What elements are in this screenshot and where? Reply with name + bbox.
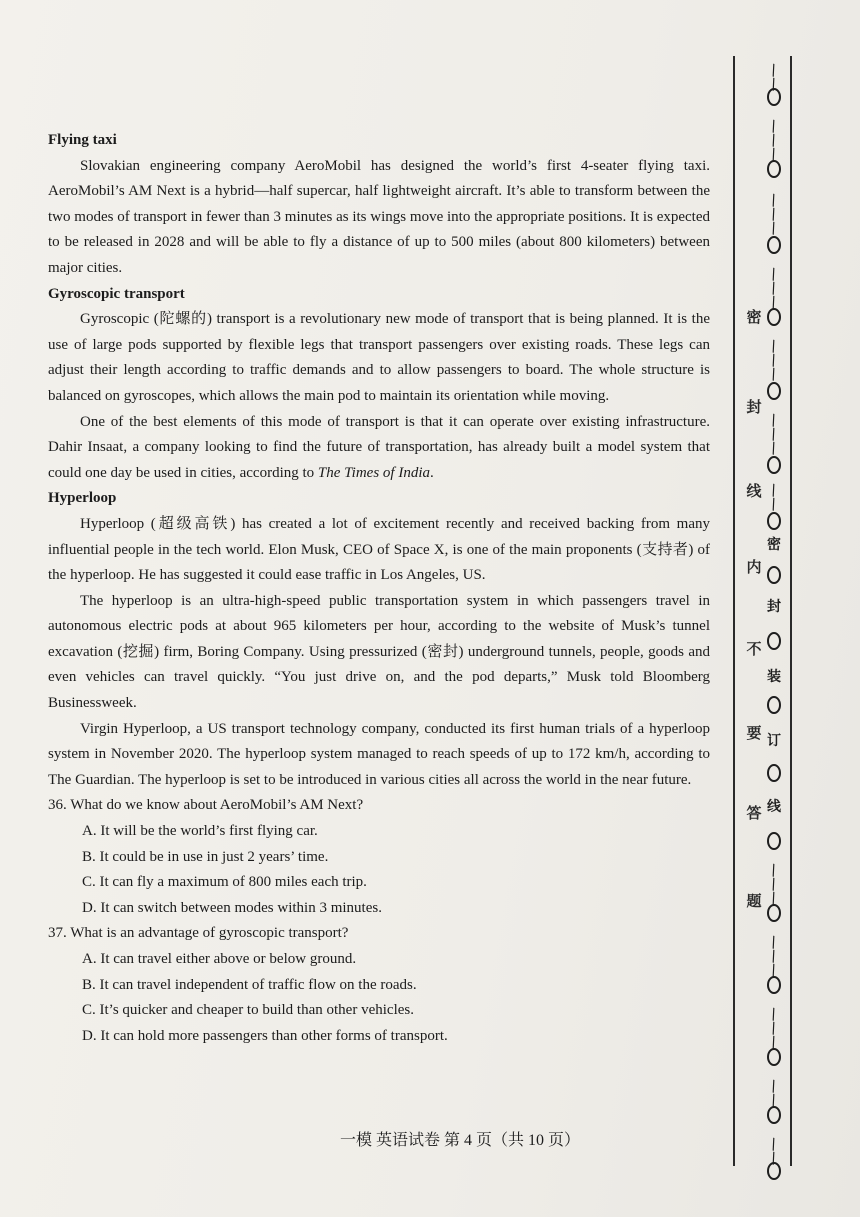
binding-tick-icon: \: [768, 190, 780, 210]
paragraph-text: One of the best elements of this mode of transport is that it can operate over existing infrastructure. Dahir Insaat, a company looking to find the future of transportation, has already built a model system that could one day be used in cities, according to: [48, 413, 710, 481]
seal-char: 密: [746, 308, 762, 326]
binding-ring-icon: [762, 1106, 786, 1128]
binding-tick-icon: \: [768, 932, 780, 952]
section-heading-hyperloop: Hyperloop: [48, 490, 117, 507]
binding-tick-icon: \: [768, 860, 780, 880]
option-37-a: A. It can travel either above or below ground.: [82, 951, 357, 967]
seal-char: 题: [746, 892, 762, 910]
binding-tick-icon: \: [768, 116, 780, 136]
binding-tick-icon: \: [768, 874, 780, 894]
binding-tick-icon: \: [768, 888, 780, 908]
binding-ring-icon: [762, 764, 786, 786]
binding-ring-icon: [762, 88, 786, 110]
paragraph: Virgin Hyperloop, a US transport technology company, conducted its first human trials of a hyperloop system in November 2020. The hyperloop system managed to reach speeds of up to 172 km/h, according to The Guardian. The hyperloop is set to be introduced in various cities all across the world in the near future.: [48, 720, 710, 788]
option-36-a: A. It will be the world’s first flying car.: [82, 823, 318, 840]
binding-tick-icon: \: [768, 1018, 780, 1038]
binding-tick-icon: \: [768, 292, 780, 312]
option-36-c: C. It can fly a maximum of 800 miles each trip.: [82, 874, 367, 891]
paragraph: Hyperloop (超级高铁) has created a lot of excitement recently and received backing from many influential people in the tech world. Elon Musk, CEO of Space X, is one of the main proponents (支持者) of the hyperloop. He has suggested it could ease traffic in Los Angeles, US.: [48, 515, 710, 584]
binding-tick-icon: \: [768, 1148, 780, 1168]
binding-tick-icon: \: [768, 364, 780, 384]
binding-tick-icon: \: [768, 60, 780, 80]
reading-passage: [48, 128, 710, 1049]
seal-char: 不: [746, 640, 762, 658]
option-37-c: C. It’s quicker and cheaper to build than other vehicles.: [82, 1002, 414, 1019]
seal-char: 线: [746, 482, 762, 500]
binding-tick-icon: \: [768, 350, 780, 370]
binding-tick-icon: \: [768, 410, 780, 430]
option-37-d: D. It can hold more passengers than other forms of transport.: [82, 1027, 448, 1044]
binding-tick-icon: \: [768, 144, 780, 164]
binding-ring-icon: [762, 236, 786, 258]
binding-char: 订: [767, 733, 781, 749]
binding-tick-icon: \: [768, 1032, 780, 1052]
binding-tick-icon: \: [768, 204, 780, 224]
binding-ring-icon: [762, 160, 786, 182]
binding-tick-icon: \: [768, 1004, 780, 1024]
binding-ring-icon: [762, 512, 786, 534]
binding-tick-icon: \: [768, 480, 780, 500]
binding-ring-icon: [762, 696, 786, 718]
binding-ring-icon: [762, 832, 786, 854]
seal-char: 内: [746, 558, 762, 576]
question-36: 36. What do we know about AeroMobil’s AM Next?: [48, 797, 364, 814]
binding-tick-icon: \: [768, 960, 780, 980]
binding-ring-icon: [762, 382, 786, 404]
binding-tick-icon: \: [768, 1134, 780, 1154]
binding-char: 线: [767, 799, 781, 815]
page-footer: 一模 英语试卷 第 4 页（共 10 页）: [339, 1132, 580, 1149]
binding-ring-icon: [762, 456, 786, 478]
binding-line-left: [733, 56, 735, 1166]
seal-char: 答: [746, 804, 762, 822]
binding-ring-icon: [762, 566, 786, 588]
binding-char: 密: [767, 537, 781, 553]
binding-char: 封: [767, 599, 781, 615]
binding-tick-icon: \: [768, 336, 780, 356]
binding-tick-icon: \: [768, 424, 780, 444]
binding-tick-icon: \: [768, 218, 780, 238]
binding-tick-icon: \: [768, 1076, 780, 1096]
paragraph: Gyroscopic (陀螺的) transport is a revolutionary new mode of transport that is being planned. It is the use of large pods supported by flexible legs that transport passengers over existing roads. These legs can adjust their length according to traffic demands and to allow passengers to board. The whole structure is balanced on gyroscopes, which allows the main pod to maintain its orientation while moving.: [48, 311, 710, 404]
binding-tick-icon: \: [768, 278, 780, 298]
binding-ring-icon: [762, 904, 786, 926]
binding-tick-icon: \: [768, 130, 780, 150]
source-title: The Times of India: [317, 464, 431, 481]
binding-tick-icon: \: [768, 946, 780, 966]
seal-char: 要: [746, 724, 762, 742]
paragraph: The hyperloop is an ultra-high-speed public transportation system in which passengers travel in autonomous electric pods at about 965 kilometers per hour, according to the website of Musk’s tunnel excavation (挖掘) firm, Boring Company. Using pressurized (密封) underground tunnels, people, goods and even vehicles can travel quickly. “You just drive on, and the pod departs,” Musk told Bloomberg Businessweek.: [48, 592, 710, 712]
binding-ring-icon: [762, 976, 786, 998]
binding-tick-icon: \: [768, 264, 780, 284]
binding-tick-icon: \: [768, 494, 780, 514]
option-37-b: B. It can travel independent of traffic flow on the roads.: [82, 976, 417, 993]
paragraph: [48, 410, 710, 487]
binding-ring-icon: [762, 1048, 786, 1070]
section-heading-flying-taxi: Flying taxi: [48, 132, 117, 148]
binding-tick-icon: \: [768, 74, 780, 94]
question-37: 37. What is an advantage of gyroscopic transport?: [48, 925, 349, 942]
paragraph-text: .: [430, 464, 434, 481]
binding-ring-icon: [762, 308, 786, 330]
option-36-b: B. It could be in use in just 2 years’ time.: [82, 848, 329, 865]
binding-tick-icon: \: [768, 1090, 780, 1110]
section-heading-gyroscopic: Gyroscopic transport: [48, 285, 185, 302]
binding-ring-icon: [762, 1162, 786, 1184]
option-36-d: D. It can switch between modes within 3 minutes.: [82, 899, 382, 916]
binding-tick-icon: \: [768, 438, 780, 458]
binding-line-right: [790, 56, 792, 1166]
binding-chain: [762, 60, 786, 1180]
paragraph: Slovakian engineering company AeroMobil has designed the world’s first 4-seater flying taxi. AeroMobil’s AM Next is a hybrid—half supercar, half lightweight aircraft. It’s able to transform between the two modes of transport in fewer than 3 minutes as its wings move into the appropriate positions. It is expected to be released in 2028 and will be able to fly a distance of up to 500 miles (about 800 kilometers) between major cities.: [48, 157, 710, 276]
binding-ring-icon: [762, 632, 786, 654]
seal-char: 封: [746, 398, 762, 416]
binding-char: 装: [767, 669, 781, 685]
